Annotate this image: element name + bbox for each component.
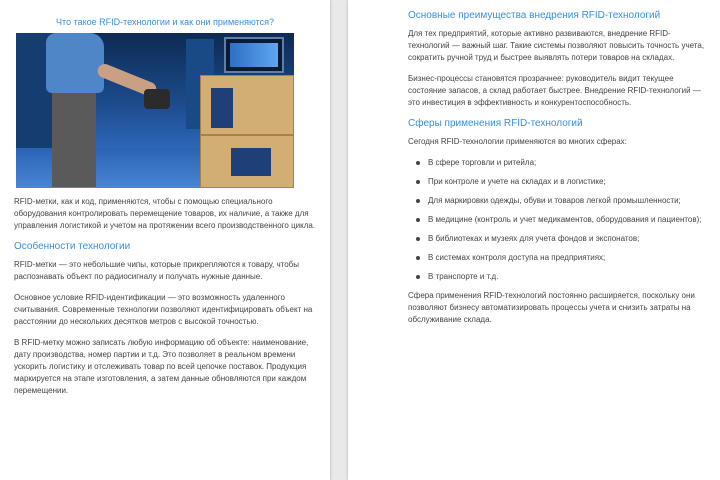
paragraph: RFID-метки — это небольшие чипы, которые прикрепляются к товару, чтобы распознавать объект по радиосигналу и получать нужные данные. xyxy=(14,260,300,281)
worker-legs-shape xyxy=(52,89,96,187)
list-item: В системах контроля доступа на предприятиях; xyxy=(416,252,710,263)
paragraph: Для тех предприятий, которые активно развиваются, внедрение RFID-технологий — важный шаг. Такие системы позволяют повысить точность учета, сократить ручной труд и быстрее выявлять потери товаров на складах. xyxy=(408,29,705,62)
monitor-shape xyxy=(224,37,284,73)
list-item: В сфере торговли и ритейла; xyxy=(416,157,710,168)
bullet-list xyxy=(416,157,710,282)
paragraph: Сегодня RFID-технологии применяются во многих сферах: xyxy=(408,137,627,146)
list-item: В библиотеках и музеях для учета фондов и экспонатов; xyxy=(416,233,710,244)
worker-body-shape xyxy=(46,33,104,93)
box-shape xyxy=(200,75,294,135)
list-item: Для маркировки одежды, обуви и товаров легкой промышленности; xyxy=(416,195,710,206)
list-item: При контроле и учете на складах и в логистике; xyxy=(416,176,710,187)
paragraph: RFID-метки, как и код, применяются, чтобы с помощью специального оборудования контролировать перемещение товаров, их наличие, а также для управления логистикой и учетом на протяжении всего производственного цикла. xyxy=(14,197,316,230)
paragraph: Основное условие RFID-идентификации — это возможность удаленного считывания. Современные технологии позволяют идентифицировать объект на расстоянии до нескольких десятков метров с высокой точностью. xyxy=(14,293,313,326)
article-title: Что такое RFID-технологии и как они применяются? xyxy=(56,17,274,27)
document-page-right xyxy=(348,0,720,480)
list-item: В медицине (контроль и учет медикаментов, оборудования и пациентов); xyxy=(416,214,710,225)
list-item: В транспорте и т.д. xyxy=(416,271,710,282)
warehouse-photo xyxy=(16,33,294,188)
box-shape xyxy=(200,135,294,188)
paragraph: Сфера применения RFID-технологий постоянно расширяется, поскольку они позволяют бизнесу автоматизировать процессы учета и снизить затраты на обслуживание склада. xyxy=(408,291,695,324)
document-page-left xyxy=(0,0,330,480)
paragraph: Бизнес-процессы становятся прозрачнее: руководитель видит текущее состояние запасов, а склад работает быстрее. Внедрение RFID-технологий — это инвестиция в эффективность и конкурентоспособность. xyxy=(408,74,701,107)
section-heading: Сферы применения RFID-технологий xyxy=(408,118,583,129)
section-heading: Основные преимущества внедрения RFID-технологий xyxy=(408,10,661,21)
section-heading: Особенности технологии xyxy=(14,241,131,252)
scanner-shape xyxy=(144,89,170,109)
paragraph: В RFID-метку можно записать любую информацию об объекте: наименование, дату производства, номер партии и т.д. Это позволяет в реальном времени ускорить логистику и отслеживать товар по всей цепочке поставок. Продукция маркируется на этапе изготовления, а затем данные обновляются при каждом перемещении. xyxy=(14,338,309,395)
